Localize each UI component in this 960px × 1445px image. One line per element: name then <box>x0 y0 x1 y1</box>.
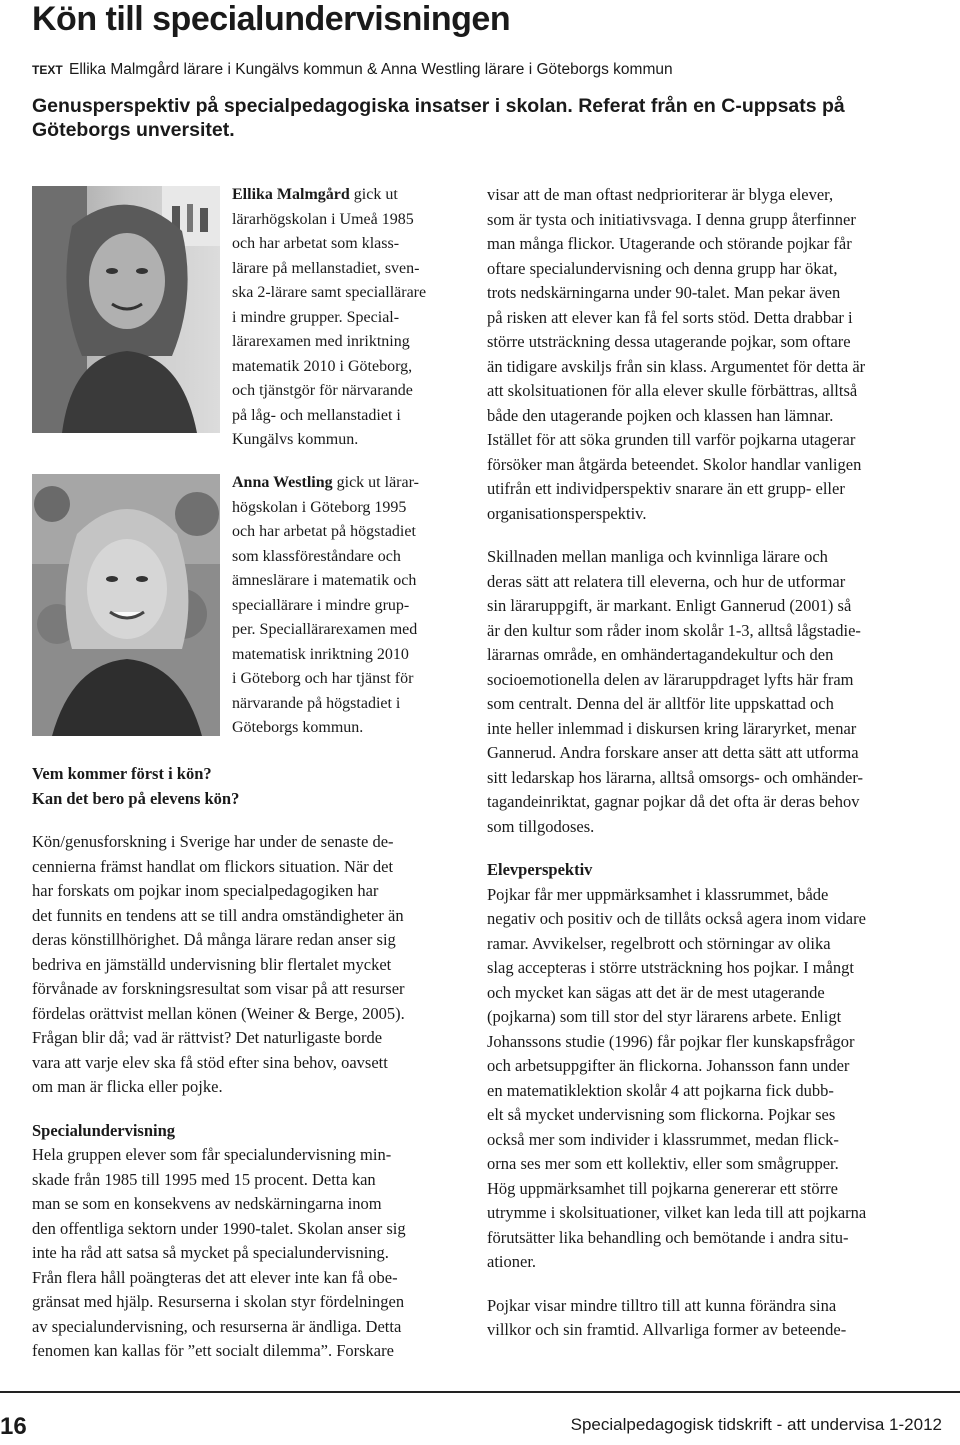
text-line: inte heller inlemmad i diskursen kring läraryrket, menar <box>487 718 857 738</box>
text-line: försöker man åtgärda beteendet. Skolor handlar vanligen <box>487 454 862 474</box>
bio-line: ämneslärare i matematik och <box>232 572 417 589</box>
text-line: man många flickor. Utagerande och störande pojkar får <box>487 234 852 253</box>
text-line: om man är flicka eller pojke. <box>32 1077 223 1096</box>
text-line: och arbetsuppgifter än flickorna. Johansson fann under <box>487 1056 850 1075</box>
text-line: Frågan blir då; vad är rättvist? Det naturligaste borde <box>32 1028 383 1047</box>
text-line: det funnits en tendens att se till andra omständigheter än <box>32 905 404 925</box>
text-line: Gannerud. Andra forskare anser att detta sätt att utforma <box>487 743 859 762</box>
text-line: sin läraruppgift, är markant. Enligt Gannerud (2001) så <box>487 596 852 615</box>
text-line: utifrån ett individperspektiv snarare än ett grupp- eller <box>487 479 845 498</box>
bio-line: i Göteborg och har tjänst för <box>232 670 414 687</box>
section-heading: Elevperspektiv <box>487 860 593 879</box>
text-line: vara att varje elev ska få stöd efter sina behov, oavsett <box>32 1052 388 1072</box>
bio-line: högskolan i Göteborg 1995 <box>232 498 407 516</box>
text-line: ationer. <box>487 1252 537 1271</box>
text-line: en matematiklektion skolår 4 att pojkarna fick dubb- <box>487 1080 834 1100</box>
text-line: socioemotionella delen av läraruppdraget lyfts här fram <box>487 669 854 689</box>
text-line: orna ses mer som ett kollektiv, eller som smågrupper. <box>487 1154 839 1173</box>
bio-line: gick ut lärar- <box>332 474 419 491</box>
left-column <box>32 762 462 1364</box>
author-bio-anna <box>232 471 457 741</box>
author-photo-anna <box>32 474 220 736</box>
text-line: deras könstillhörighet. Då många lärare redan anser sig <box>32 930 396 949</box>
portrait-image <box>32 186 220 433</box>
text-line: (pojkarna) som till stor del styr lärarens arbete. Enligt <box>487 1007 842 1026</box>
footer-divider <box>0 1391 960 1393</box>
text-line: Johanssons studie (1996) får pojkar fler kunskapsfrågor <box>487 1031 855 1051</box>
bio-line: på låg- och mellanstadiet i <box>232 406 401 424</box>
portrait-image <box>32 474 220 736</box>
bio-name: Anna Westling <box>232 474 333 491</box>
text-line: utrymme i skolsituationer, vilket kan leda till att pojkarna <box>487 1203 867 1222</box>
text-line: slag accepteras i större utsträckning hos pojkar. I mångt <box>487 958 855 977</box>
text-line: bedriva en jämställd undervisning blir flertalet mycket <box>32 954 392 974</box>
text-line: på risken att elever kan få fel sorts stöd. Detta drabbar i <box>487 307 853 327</box>
text-line: fenomen kan kallas för ”ett socialt dilemma”. Forskare <box>32 1341 394 1360</box>
author-photo-ellika <box>32 186 220 433</box>
bio-line: ska 2-lärare samt speciallärare <box>232 284 427 301</box>
text-line: villkor och sin framtid. Allvarliga former av beteende- <box>487 1320 847 1339</box>
text-line: Skillnaden mellan manliga och kvinnliga lärare och <box>487 547 828 566</box>
page-number <box>0 1413 27 1441</box>
text-line: än tidigare avskiljs från sin klass. Argumentet för detta är <box>487 356 866 376</box>
text-line: Istället för att söka grunden till varför pojkarna utagerar <box>487 430 856 449</box>
text-line: som centralt. Denna del är alltför lite uppskattad och <box>487 694 834 713</box>
bio-line: gick ut <box>349 186 398 203</box>
lead-line: Göteborgs unversitet. <box>32 119 235 141</box>
text-line: trots nedskärningarna under 90-talet. Man pekar även <box>487 283 841 302</box>
text-line: av specialundervisning, och resurserna är ändliga. Detta <box>32 1316 402 1336</box>
bio-line: och har arbetat som klass- <box>232 235 400 252</box>
paragraph <box>487 883 927 1275</box>
text-line: som tillgodoses. <box>487 816 595 836</box>
text-line: Kön/genusforskning i Sverige har under de senaste de- <box>32 832 394 851</box>
text-line: organisationsperspektiv. <box>487 503 647 523</box>
text-line: som är tysta och initiativsvaga. I denna grupp återfinner <box>487 209 856 229</box>
spacer <box>32 1100 462 1119</box>
text-line: förvånade av forskningsresultat som visar på att resurser <box>32 979 405 998</box>
text-line: negativ och positiv och de tillåts också agera inom vidare <box>487 909 866 928</box>
bio-line: matematisk inriktning 2010 <box>232 645 409 663</box>
text-line: skade från 1985 till 1995 med 15 procent. Detta kan <box>32 1169 376 1189</box>
section-heading: Specialundervisning <box>32 1120 176 1140</box>
text-line: man se som en konsekvens av nedskärningarna inom <box>32 1194 382 1213</box>
text-line: deras sätt att relatera till eleverna, och hur de utformar <box>487 571 846 591</box>
text-line: både den utagerande pojken och klassen han lämnar. <box>487 405 834 425</box>
text-line: sitt ledarskap hos lärarna, alltså omsorgs- och omhänder- <box>487 767 864 787</box>
author-bio-ellika <box>232 183 457 453</box>
text-line: ramar. Avvikelser, regelbrott och störningar av olika <box>487 933 831 953</box>
bio-line: per. Speciallärarexamen med <box>232 621 418 638</box>
paragraph <box>32 830 462 1100</box>
text-line: tagandeinriktat, gagnar pojkar då det ofta är deras behov <box>487 792 860 811</box>
bio-line: lärare på mellanstadiet, sven- <box>232 259 420 277</box>
text-line: Från flera håll poängteras det att elever inte kan få obe- <box>32 1267 398 1287</box>
bio-line: Göteborgs kommun. <box>232 719 364 736</box>
byline-tag: TEXT <box>32 63 63 77</box>
journal-name: Specialpedagogisk tidskrift - att undervisa 1-2012 <box>570 1415 942 1434</box>
bio-line: och har arbetat på högstadiet <box>232 523 416 540</box>
text-line: elt så mycket undervisning som flickorna. Pojkar ses <box>487 1105 836 1124</box>
text-line: inte ha råd att satsa så mycket på specialundervisning. <box>32 1243 389 1262</box>
text-line: gränsat med hjälp. Resurserna i skolan styr fördelningen <box>32 1292 405 1311</box>
lead-line: Genusperspektiv på specialpedagogiska insatser i skolan. Referat från en C-uppsats på <box>32 95 845 117</box>
paragraph <box>487 545 927 839</box>
text-line: Hög uppmärksamhet till pojkarna genererar ett större <box>487 1178 838 1198</box>
text-line: Hela gruppen elever som får specialundervisning min- <box>32 1145 392 1164</box>
text-line: också mer som individer i klassrummet, medan flick- <box>487 1129 839 1149</box>
bio-line: lärarexamen med inriktning <box>232 333 410 350</box>
text-line: har forskats om pojkar inom specialpedagogiken har <box>32 881 379 900</box>
byline <box>32 60 932 80</box>
text-line: och mycket kan sägas att det är de mest utagerande <box>487 982 825 1002</box>
spacer <box>487 839 927 858</box>
text-line: större utsträckning dessa utagerande pojkar, som oftare <box>487 332 851 351</box>
bio-line: i mindre grupper. Special- <box>232 308 400 326</box>
text-line: oftare specialundervisning och denna grupp har ökat, <box>487 258 838 278</box>
text-line: cennierna främst handlat om flickors situation. När det <box>32 856 394 876</box>
lead-text <box>32 94 862 142</box>
question-heading: Kan det bero på elevens kön? <box>32 788 240 808</box>
bio-line: speciallärare i mindre grup- <box>232 596 410 614</box>
page-number-text: 16 <box>0 1413 27 1440</box>
right-column <box>487 183 927 1343</box>
bio-line: matematik 2010 i Göteborg, <box>232 357 413 375</box>
text-line: förutsätter lika behandling och bemötande i andra situ- <box>487 1227 849 1247</box>
text-line: är den kultur som råder inom skolår 1-3, alltså lågstadie- <box>487 620 861 640</box>
article-title: Kön till specialundervisningen <box>32 0 511 38</box>
paragraph <box>32 1143 462 1364</box>
bio-line: som klassföreståndare och <box>232 547 401 565</box>
bio-name: Ellika Malmgård <box>232 186 350 203</box>
text-line: lärarnas område, en omhändertagandekultur och den <box>487 645 834 664</box>
bio-line: och tjänstgör för närvarande <box>232 382 413 399</box>
spacer <box>487 1275 927 1294</box>
spacer <box>32 811 462 830</box>
bio-line: Kungälvs kommun. <box>232 431 359 448</box>
question-heading: Vem kommer först i kön? <box>32 764 212 783</box>
text-line: visar att de man oftast nedprioriterar är blyga elever, <box>487 185 834 204</box>
text-line: Pojkar får mer uppmärksamhet i klassrummet, både <box>487 884 829 904</box>
bio-line: lärarhögskolan i Umeå 1985 <box>232 210 414 228</box>
text-line: fördelas orättvist mellan könen (Weiner & Berge, 2005). <box>32 1003 405 1023</box>
text-line: den offentliga sektorn under 1990-talet. Skolan anser sig <box>32 1218 406 1238</box>
text-line: att skolsituationen för alla elever skulle förbättras, alltså <box>487 381 858 400</box>
byline-authors: Ellika Malmgård lärare i Kungälvs kommun & Anna Westling lärare i Göteborgs kommun <box>68 61 673 78</box>
paragraph <box>487 1294 927 1343</box>
bio-line: närvarande på högstadiet i <box>232 694 401 712</box>
spacer <box>487 526 927 545</box>
paragraph <box>487 183 927 526</box>
text-line: Pojkar visar mindre tilltro till att kunna förändra sina <box>487 1295 837 1315</box>
